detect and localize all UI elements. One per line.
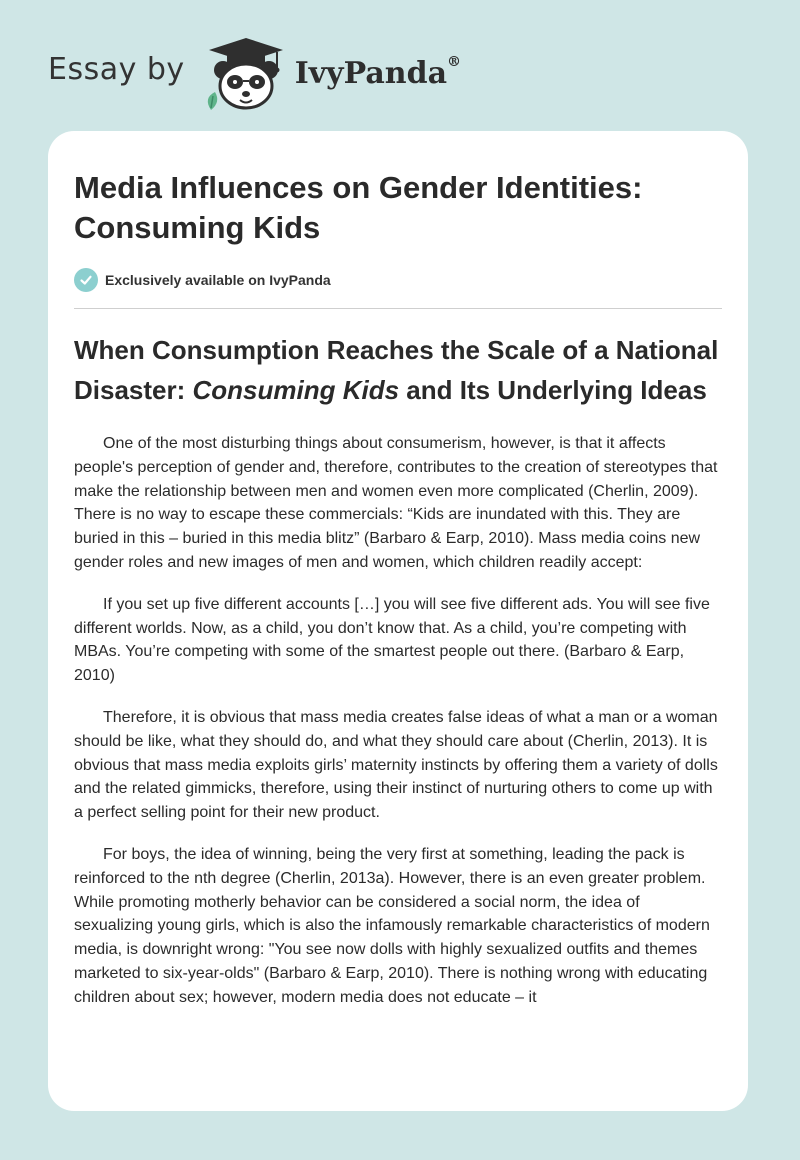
- checkmark-icon: [74, 268, 98, 292]
- paragraph: Therefore, it is obvious that mass media creates false ideas of what a man or a woman should be like, what they should do, and what they should care about (Cherlin, 2013). It is obvious that mass media exploits girls’ maternity instincts by offering them a variety of dolls and the related gimmicks, therefore, using their instinct of nurturing others to come up with a perfect selling point for their new product.: [74, 708, 718, 822]
- essay-card: [48, 131, 748, 1111]
- page-title: Media Influences on Gender Identities: Consuming Kids: [74, 170, 643, 245]
- paragraph: One of the most disturbing things about consumerism, however, is that it affects people's perception of gender and, therefore, contributes to the creation of stereotypes that make the relationship between men and women even more complicated (Cherlin, 2009). There is no way to escape these commercials: “Kids are inundated with this. They are buried in this – buried in this media blitz” (Barbaro & Earp, 2010). Mass media coins new gender roles and new images of men and women, which children readily accept:: [74, 435, 718, 571]
- paragraph: For boys, the idea of winning, being the very first at something, leading the pack is reinforced to the nth degree (Cherlin, 2013a). However, there is an even greater problem. While promoting motherly behavior can be considered a social norm, the idea of sexualizing young girls, which is also the infamously remarkable characteristics of modern media, is downright wrong: "You see now dolls with highly sexualized outfits and themes marketed to six-year-olds" (Barbaro & Earp, 2010). There is nothing wrong with educating children about sex; however, modern media does not educate – it: [74, 845, 710, 1006]
- exclusive-label: Exclusively available on IvyPanda: [105, 272, 331, 288]
- site-header: [48, 34, 461, 110]
- divider: [74, 308, 722, 309]
- panda-logo-icon[interactable]: [201, 34, 291, 110]
- block-quote: If you set up five different accounts […] you will see five different ads. You will see five different worlds. Now, as a child, you don’t know that. As a child, you’re competing with MBAs. You’re competing with some of the smartest people out there. (Barbaro & Earp, 2010): [74, 595, 710, 685]
- brand-name[interactable]: IvyPanda®: [294, 53, 462, 91]
- essay-by-label: Essay by: [48, 51, 185, 87]
- section-heading: When Consumption Reaches the Scale of a National Disaster: Consuming Kids and Its Underlying Ideas: [74, 335, 719, 405]
- essay-body: [74, 432, 722, 1010]
- exclusive-badge: [74, 268, 722, 292]
